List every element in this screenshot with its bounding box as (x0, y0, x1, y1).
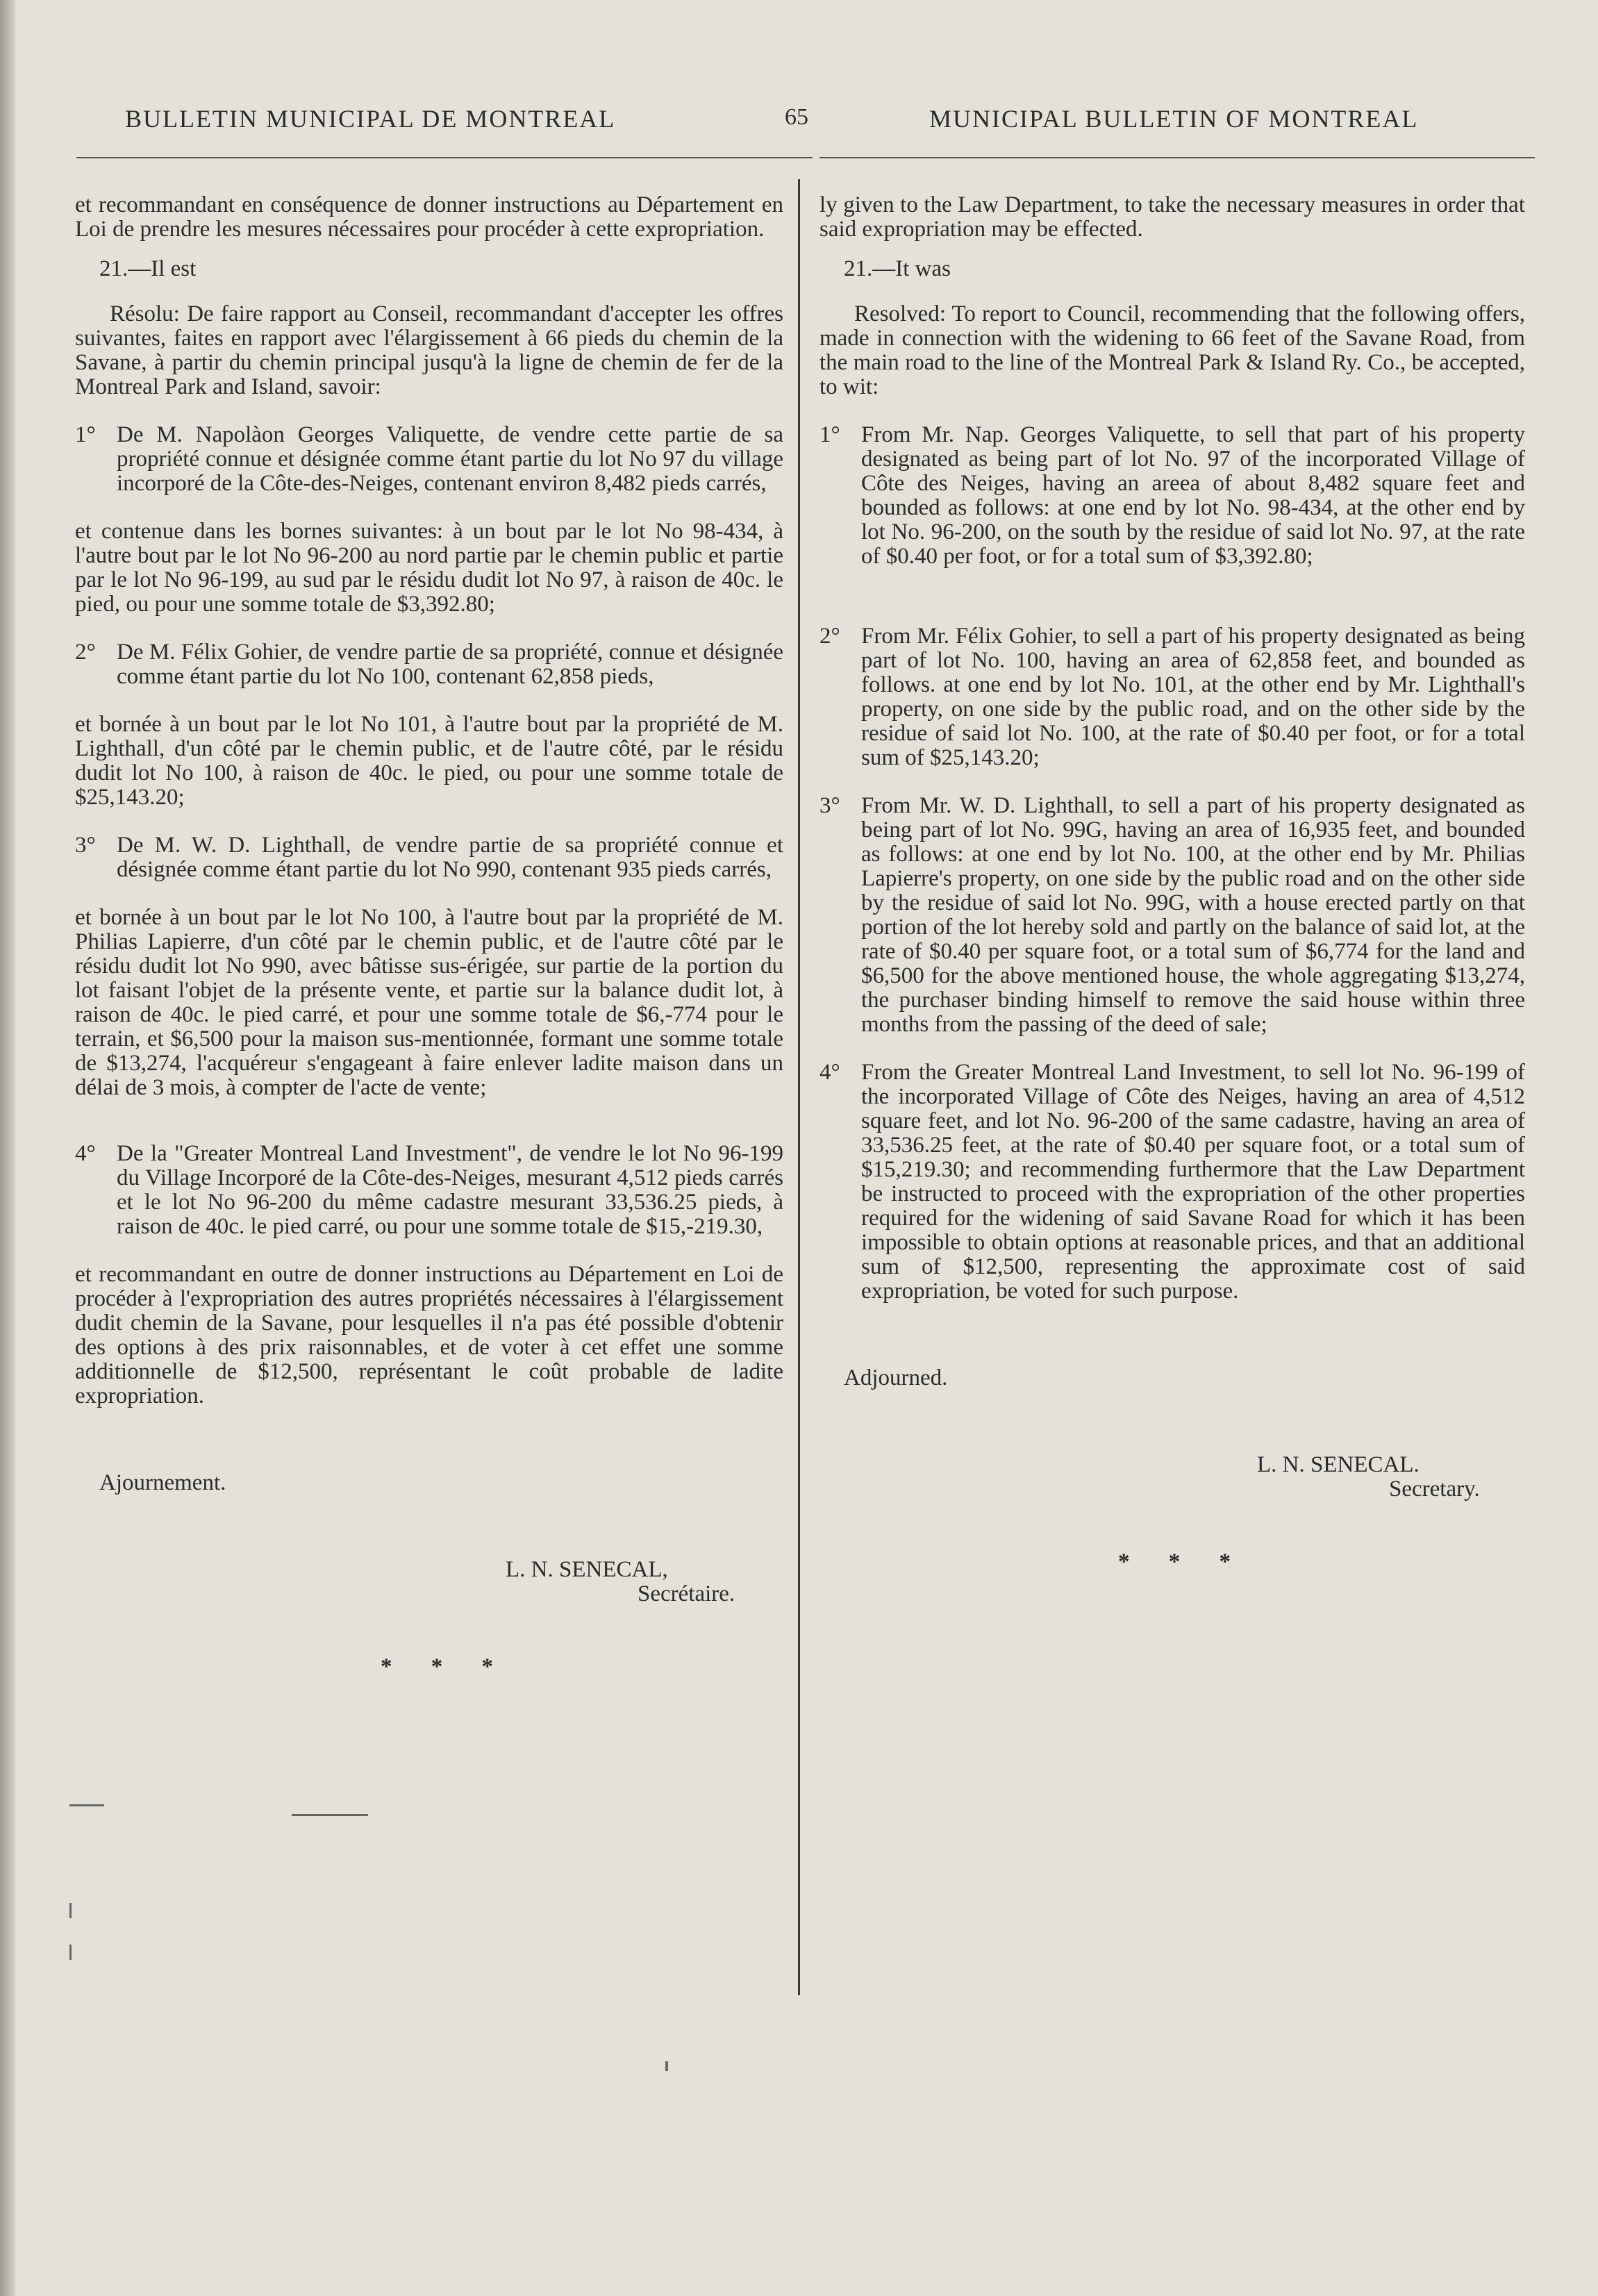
print-mark (69, 1945, 72, 1960)
english-item-text: From Mr. Nap. Georges Valiquette, to sell that part of his property designated as being part of lot No. 97 of the incorporated Village of Côte des Neiges, having an areea of about 8,482 square feet and bounded as follows: at one end by lot No. 98-434, at the other end by lot No. 96-200, on the south by the residue of said lot No. 97, at the rate of $0.40 per foot, or for a total sum of $3,392.80; (861, 422, 1525, 569)
french-signature-name: L. N. SENECAL, (506, 1557, 668, 1582)
french-item-head: De M. Félix Gohier, de vendre partie de sa propriété, connue et désignée comme étant partie du lot No 100, contenant 62,858 pieds, (117, 640, 783, 689)
print-mark (69, 1903, 72, 1918)
binding-shadow (0, 0, 15, 2296)
english-intro: ly given to the Law Department, to take the necessary measures in order that said expropriation may be effected. (819, 192, 1525, 242)
english-stars: * * * (1118, 1549, 1247, 1574)
english-column (819, 193, 1525, 1574)
english-item-1 (819, 423, 1525, 569)
print-mark (665, 2061, 668, 2071)
french-item-number: 2° (75, 640, 96, 665)
english-item-text: From Mr. W. D. Lighthall, to sell a part of his property designated as being part of lot No. 99G, having an area of 16,935 feet, and bounded as follows: at one end by lot No. 100, at the other end by Mr. Philias Lapierre's property, on one side by the public road and on the other side by the residue of said lot No. 99G, with a house erected partly on that portion of the lot hereby sold and partly on the balance of said lot, at the rate of $0.40 per square foot, or a total sum of $6,774 for the land and $6,500 for the above mentioned house, the whole aggregating $13,274, the purchaser binding himself to remove the said house within three months from the passing of the deed of sale; (861, 793, 1525, 1037)
french-item-number: 3° (75, 833, 96, 858)
english-resolution: Resolved: To report to Council, recommending that the following offers, made in connection with the widening to 66 feet of the Savane Road, from the main road to the line of the Montreal Park & Island Ry. Co., be accepted, to wit: (819, 301, 1525, 399)
french-item-2 (75, 640, 783, 689)
french-item-head: De M. Napolàon Georges Valiquette, de vendre cette partie de sa propriété connue et désignée comme étant partie du lot No 97 du village incorporé de la Côte-des-Neiges, contenant environ 8,482 pieds carrés, (117, 422, 783, 496)
english-signature-name: L. N. SENECAL. (1257, 1452, 1420, 1477)
french-item-3 (75, 833, 783, 882)
french-resolution: Résolu: De faire rapport au Conseil, recommandant d'accepter les offres suivantes, faites en rapport avec l'élargissement à 66 pieds du chemin de la Savane, à partir du chemin principal jusqu'à la ligne de chemin de fer de la Montreal Park and Island, savoir: (75, 301, 783, 399)
column-divider (798, 179, 800, 1995)
page-number: 65 (785, 104, 808, 130)
french-item-tail: et bornée à un bout par le lot No 101, à l'autre bout par la propriété de M. Lighthall, d'un côté par le chemin public, et de l'autre côté, par le résidu dudit lot No 100, à raison de 40c. le pied, ou pour une somme totale de $25,143.20; (75, 712, 783, 810)
english-item-text: From Mr. Félix Gohier, to sell a part of his property designated as being part of lot No. 100, having an area of 62,858 feet, and bounded as follows. at one end by lot No. 101, at the other end by Mr. Lighthall's property, on one side by the public road, and on the other side by the residue of said lot No. 100, at the rate of $0.40 per foot, or for a total sum of $25,143.20; (861, 624, 1525, 770)
english-adjourn: Adjourned. (844, 1365, 948, 1390)
header-french-title: BULLETIN MUNICIPAL DE MONTREAL (125, 105, 616, 133)
french-item-head: De la "Greater Montreal Land Investment", de vendre le lot No 96-199 du Village Incorporé de la Côte-des-Neiges, mesurant 4,512 pieds carrés et le lot No 96-200 du même cadastre mesurant 33,536.25 pieds, à raison de 40c. le pied carré, ou pour une somme totale de $15,-219.30, (117, 1141, 783, 1239)
english-section-label: 21.—It was (844, 256, 951, 281)
french-column (75, 193, 783, 1679)
english-item-number: 2° (819, 624, 840, 649)
english-item-number: 1° (819, 422, 840, 447)
english-item-number: 3° (819, 793, 840, 818)
french-item-tail: et bornée à un bout par le lot No 100, à l'autre bout par la propriété de M. Philias Lapierre, d'un côté par le chemin public, et de l'autre côté par le résidu dudit lot No 990, avec bâtisse sus-érigée, sur partie de la portion du lot faisant l'objet de la présente vente, et partie sur la balance dudit lot, à raison de 40c. le pied carré, et pour une somme totale de $6,-774 pour le terrain, et $6,500 pour la maison sus-mentionnée, formant une somme totale de $13,274, l'acquéreur s'engageant à faire enlever ladite maison dans un délai de 3 mois, à compter de l'acte de vente; (75, 905, 783, 1100)
french-item-number: 1° (75, 422, 96, 447)
print-mark (69, 1804, 104, 1806)
french-stars: * * * (381, 1654, 510, 1679)
english-signature-title: Secretary. (1389, 1476, 1480, 1501)
french-section-label: 21.—Il est (99, 256, 197, 281)
french-item-head: De M. W. D. Lighthall, de vendre partie de sa propriété connue et désignée comme étant partie du lot No 990, contenant 935 pieds carrés, (117, 833, 783, 882)
header-rule-left (76, 157, 813, 158)
french-item-1 (75, 423, 783, 496)
french-item-number: 4° (75, 1141, 96, 1166)
english-item-text: From the Greater Montreal Land Investment, to sell lot No. 96-199 of the incorporated Village of Côte des Neiges, having an area of 4,512 square feet, and lot No. 96-200 of the same cadastre, having an area of 33,536.25 feet, at the rate of $0.40 per square foot, or a total sum of $15,219.30; and recommending furthermore that the Law Department be instructed to proceed with the expropriation of the other properties required for the widening of said Savane Road for which it has been impossible to obtain options at reasonable prices, and that an additional sum of $12,500, representing the approximate cost of said expropriation, be voted for such purpose. (861, 1060, 1525, 1304)
header-rule-right (819, 157, 1535, 158)
french-intro: et recommandant en conséquence de donner instructions au Département en Loi de prendre les mesures nécessaires pour procéder à cette expropriation. (75, 192, 783, 242)
french-signature-title: Secrétaire. (638, 1581, 735, 1606)
french-item-4 (75, 1142, 783, 1239)
header-english-title: MUNICIPAL BULLETIN OF MONTREAL (929, 105, 1419, 133)
english-item-4 (819, 1060, 1525, 1304)
english-item-2 (819, 624, 1525, 770)
english-item-3 (819, 794, 1525, 1037)
french-item-tail: et recommandant en outre de donner instructions au Département en Loi de procéder à l'expropriation des autres propriétés nécessaires à l'élargissement dudit chemin de la Savane, pour lesquelles il n'a pas été possible d'obtenir des options à des prix raisonnables, et de voter à cet effet une somme additionnelle de $12,500, représentant le coût probable de ladite expropriation. (75, 1262, 783, 1408)
print-mark (292, 1814, 368, 1816)
french-item-tail: et contenue dans les bornes suivantes: à un bout par le lot No 98-434, à l'autre bout par le lot No 96-200 au nord partie par le chemin public et partie par le lot No 96-199, au sud par le résidu dudit lot No 97, à raison de 40c. le pied, ou pour une somme totale de $3,392.80; (75, 519, 783, 617)
french-adjourn: Ajournement. (99, 1470, 226, 1495)
english-item-number: 4° (819, 1060, 840, 1085)
